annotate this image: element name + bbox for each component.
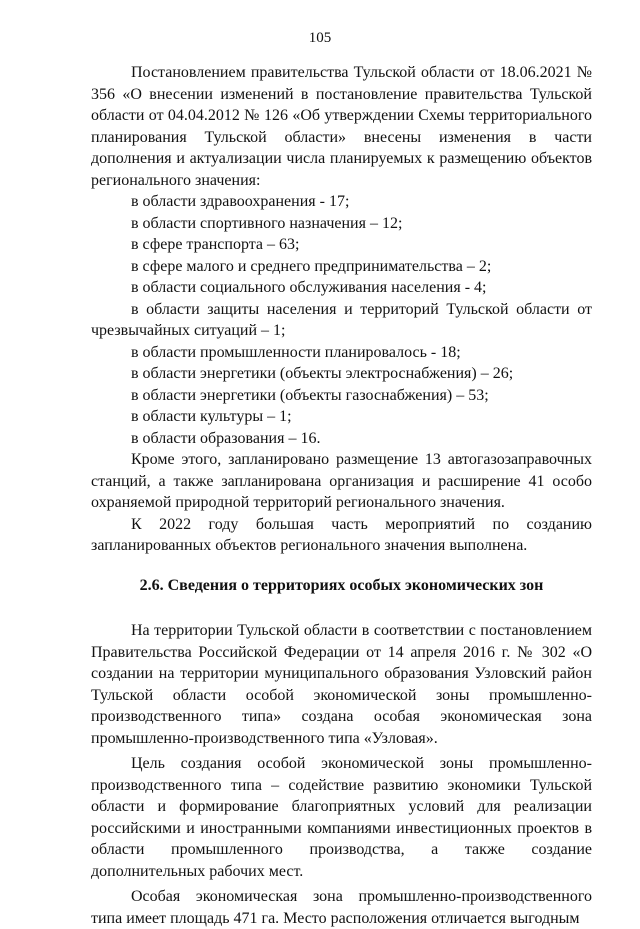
- sez-paragraph-3: Особая экономическая зона промышленно-производственного типа имеет площадь 471 га. Место расположения отличается выгодным: [91, 888, 592, 927]
- list-item: в области культуры – 1;: [131, 408, 292, 425]
- list-item: в области образования – 16.: [131, 429, 321, 447]
- list-item: в области промышленности планировалось - 18;: [131, 343, 461, 361]
- list-item: в области спортивного назначения – 12;: [131, 214, 403, 232]
- sez-paragraph-1: На территории Тульской области в соответствии с постановлением Правительства Российской Федерации от 14 апреля 2016 г. № 302 «О создании на территории муниципального образования Узловский район Тульской области особой экономической зоны промышленно-производственного типа» создана особая экономическая зона промышленно-производственного типа «Узловая».: [91, 622, 592, 747]
- additional-paragraph: Кроме этого, запланировано размещение 13 автогазозаправочных станций, а также запланирована организация и расширение 41 особо охраняемой природной территорий регионального значения.: [91, 451, 592, 511]
- list-item: в области энергетики (объекты электроснабжения) – 26;: [131, 365, 514, 382]
- list-item: в сфере малого и среднего предпринимательства – 2;: [131, 257, 492, 275]
- page-number: 105: [308, 30, 332, 46]
- list-item: в сфере транспорта – 63;: [131, 236, 300, 253]
- section-heading: 2.6. Сведения о территориях особых экономических зон: [139, 576, 544, 594]
- year-2022-paragraph: К 2022 году большая часть мероприятий по созданию запланированных объектов регионального значения выполнена.: [91, 515, 592, 554]
- list-item: в области здравоохранения - 17;: [131, 193, 350, 210]
- list-item: в области энергетики (объекты газоснабжения) – 53;: [131, 386, 489, 404]
- sez-paragraph-2: Цель создания особой экономической зоны промышленно-производственного типа – содействие развитию экономики Тульской области и формирование благоприятных условий для реализации российскими и иностранными компаниями инвестиционных проектов в области промышленного производства, а также создание дополнительных рабочих мест.: [91, 755, 592, 880]
- intro-paragraph: Постановлением правительства Тульской области от 18.06.2021 № 356 «О внесении изменений в постановление правительства Тульской области от 04.04.2012 № 126 «Об утверждении Схемы территориального планирования Тульской области» внесены изменения в части дополнения и актуализации числа планируемых к размещению объектов регионального значения:: [91, 64, 592, 189]
- page-content: [91, 62, 592, 929]
- list-item: в области социального обслуживания населения - 4;: [131, 279, 487, 296]
- object-list: [91, 191, 592, 449]
- list-item: в области защиты населения и территорий Тульской области от чрезвычайных ситуаций – 1;: [91, 300, 592, 339]
